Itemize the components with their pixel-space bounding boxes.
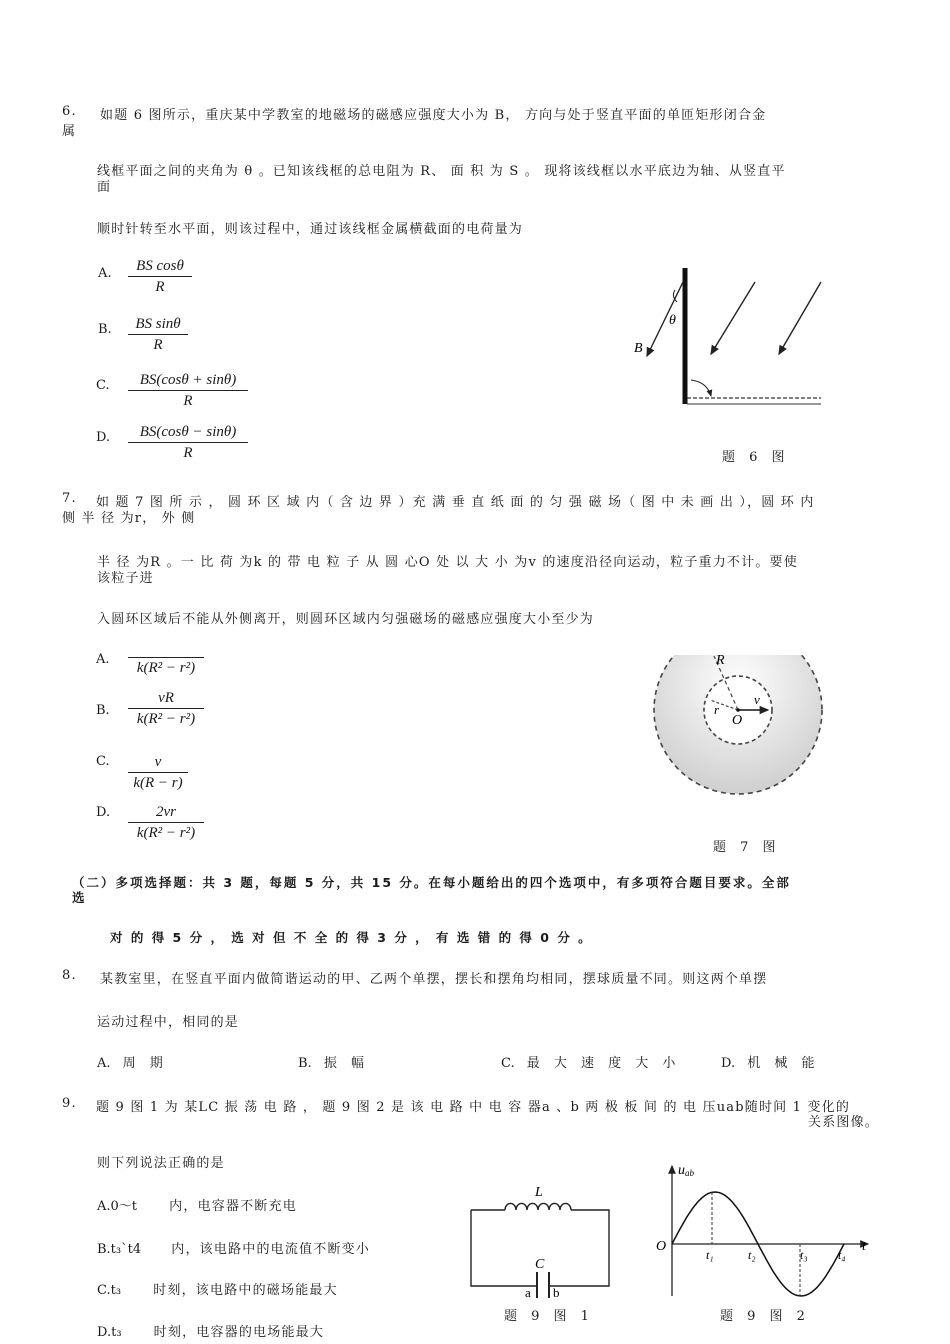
q7-option-a-den: k(R² − r²) bbox=[136, 660, 196, 676]
rotation-arrow bbox=[691, 380, 711, 396]
origin-label: O bbox=[656, 1239, 667, 1254]
q6-option-a-formula[interactable] bbox=[128, 258, 192, 296]
q9-option-d-label: D.t₃ bbox=[97, 1325, 122, 1340]
q8-option-d-label: D. bbox=[721, 1056, 736, 1071]
q7-option-d-den: k(R² − r²) bbox=[136, 825, 196, 841]
q6-option-b-label[interactable]: B. bbox=[98, 322, 112, 337]
q9-number: 9. bbox=[62, 1096, 77, 1111]
q6-option-a-label[interactable]: A. bbox=[98, 266, 112, 281]
q6-option-d-num: BS(cosθ − sinθ) bbox=[128, 424, 248, 443]
inductor-label: L bbox=[535, 1185, 543, 1200]
q7-option-c-formula[interactable] bbox=[128, 754, 188, 792]
q9-option-b[interactable] bbox=[97, 1238, 370, 1257]
center-label: O bbox=[732, 713, 743, 728]
q6-line2-wrap: 面 bbox=[97, 180, 112, 195]
q7-option-a-num bbox=[128, 642, 204, 658]
q8-option-c-label: C. bbox=[501, 1056, 515, 1071]
q7-option-c-den: k(R − r) bbox=[133, 775, 183, 791]
q8-option-b-label: B. bbox=[298, 1056, 312, 1071]
q7-line1: 如 题 7 图 所 示 ， 圆 环 区 域 内（ 含 边 界 ）充 满 垂 直 纸 面 的 匀 强 磁 场（ 图 中 未 画 出 ），圆 环 内 bbox=[96, 495, 815, 510]
q6-option-b-den: R bbox=[153, 337, 163, 353]
q8-option-c-text: 最 大 速 度 大 小 bbox=[526, 1056, 681, 1071]
q9-line1-wrap: 关系图像。 bbox=[808, 1115, 880, 1130]
plate-a-label: a bbox=[525, 1285, 531, 1298]
q6-line3: 顺时针转至水平面，则该过程中，通过该线框金属横截面的电荷量为 bbox=[97, 222, 524, 237]
q7-option-d-formula[interactable] bbox=[128, 804, 204, 842]
inductor-coil bbox=[505, 1203, 571, 1210]
t4-label: t₄ bbox=[838, 1248, 846, 1262]
q6-number: 6. bbox=[62, 104, 77, 119]
q6-line2: 线框平面之间的夹角为 θ 。已知该线框的总电阻为 R、 面 积 为 S 。 现将该线框以水平底边为轴、从竖直平 bbox=[97, 164, 786, 179]
q6-option-c-num: BS(cosθ + sinθ) bbox=[128, 372, 248, 391]
q9-option-d-text: 时刻，电容器的电场能最大 bbox=[153, 1325, 325, 1340]
q9-line1: 题 9 图 1 为 某LC 振 荡 电 路 ， 题 9 图 2 是 该 电 路 中 电 容 器a 、b 两 极 板 间 的 电 压uab随时间 1 变化的 bbox=[96, 1100, 851, 1115]
center-point bbox=[736, 708, 740, 712]
q6-line1: 如题 6 图所示，重庆某中学教室的地磁场的磁感应强度大小为 B， 方向与处于竖直平面的单匝矩形闭合金 bbox=[100, 108, 767, 123]
q8-option-b-text: 振 幅 bbox=[323, 1056, 369, 1071]
q8-option-a[interactable] bbox=[97, 1052, 168, 1071]
q7-option-b-den: k(R² − r²) bbox=[136, 711, 196, 727]
q6-option-a-num: BS cosθ bbox=[128, 258, 192, 277]
q9-option-b-label: B.t₃`t4 bbox=[97, 1242, 142, 1257]
t2-label: t₂ bbox=[748, 1248, 756, 1262]
q8-number: 8. bbox=[62, 968, 77, 983]
q6-figure bbox=[625, 262, 835, 412]
q9-figure2-caption: 题 9 图 2 bbox=[720, 1309, 810, 1324]
q8-option-c[interactable] bbox=[501, 1052, 680, 1071]
t1-label: t₁ bbox=[706, 1248, 714, 1262]
q6-option-c-formula[interactable] bbox=[128, 372, 248, 410]
q7-option-a-label[interactable]: A. bbox=[96, 652, 110, 667]
q7-line3: 入圆环区域后不能从外侧离开，则圆环区域内匀强磁场的磁感应强度大小至少为 bbox=[97, 612, 595, 627]
q6-option-c-den: R bbox=[183, 393, 193, 409]
q8-line2: 运动过程中，相同的是 bbox=[97, 1015, 240, 1030]
velocity-label: v bbox=[754, 692, 760, 707]
q7-option-d-label[interactable]: D. bbox=[96, 805, 111, 820]
q6-option-b-formula[interactable] bbox=[128, 316, 188, 354]
q7-option-c-label[interactable]: C. bbox=[96, 754, 110, 769]
q9-figure2-voltage-graph bbox=[650, 1160, 880, 1300]
q8-option-d[interactable] bbox=[721, 1052, 820, 1071]
q7-line2: 半 径 为R 。一 比 荷 为k 的 带 电 粒 子 从 圆 心O 处 以 大 小 为v 的速度沿径向运动，粒子重力不计。要使 bbox=[97, 555, 798, 570]
q7-option-d-num: 2vr bbox=[128, 804, 204, 823]
q7-figure-caption: 题 7 图 bbox=[713, 840, 781, 855]
q6-option-d-den: R bbox=[183, 445, 193, 461]
b-label: B bbox=[634, 341, 643, 356]
q6-option-c-label[interactable]: C. bbox=[96, 378, 110, 393]
q9-figure1-caption: 题 9 图 1 bbox=[504, 1309, 594, 1324]
q7-option-c-num: v bbox=[128, 754, 188, 773]
section2-line1: （二）多项选择题：共 3 题，每题 5 分，共 15 分。在每小题给出的四个选项中，有多项符合题目要求。全部 bbox=[72, 875, 791, 890]
inner-radius-label: r bbox=[714, 702, 720, 717]
q7-option-b-label[interactable]: B. bbox=[96, 703, 110, 718]
q9-figure1-lc-circuit bbox=[465, 1178, 615, 1298]
q6-option-d-label[interactable]: D. bbox=[96, 430, 111, 445]
q8-line1: 某教室里，在竖直平面内做简谐运动的甲、乙两个单摆，摆长和摆角均相同，摆球质量不同。则这两个单摆 bbox=[100, 972, 768, 987]
theta-label: θ bbox=[669, 313, 676, 328]
x-axis-label: t bbox=[862, 1239, 866, 1254]
b-field-arrow bbox=[711, 282, 755, 354]
q6-option-a-den: R bbox=[155, 279, 165, 295]
b-field-arrow bbox=[647, 282, 683, 356]
q7-option-b-num: vR bbox=[128, 690, 204, 709]
outer-radius-label: R bbox=[716, 653, 725, 668]
q9-option-c-label: C.t₃ bbox=[97, 1283, 122, 1298]
plate-b-label: b bbox=[553, 1285, 560, 1298]
q7-figure bbox=[650, 652, 830, 822]
q9-option-c[interactable] bbox=[97, 1279, 338, 1298]
q6-option-b-num: BS sinθ bbox=[128, 316, 188, 335]
q6-option-d-formula[interactable] bbox=[128, 424, 248, 462]
q9-option-c-text: 时刻，该电路中的磁场能最大 bbox=[153, 1283, 338, 1298]
circuit-wire bbox=[471, 1210, 537, 1286]
q7-option-b-formula[interactable] bbox=[128, 690, 204, 728]
q9-line2: 则下列说法正确的是 bbox=[97, 1156, 225, 1171]
q6-figure-caption: 题 6 图 bbox=[722, 450, 790, 465]
q9-option-b-text: 内，该电路中的电流值不断变小 bbox=[171, 1242, 371, 1257]
q9-option-d[interactable] bbox=[97, 1321, 324, 1340]
q8-option-a-label: A. bbox=[97, 1056, 111, 1071]
q7-option-a-formula[interactable] bbox=[128, 642, 204, 677]
q6-line1-wrap: 属 bbox=[62, 124, 77, 139]
capacitor-label: C bbox=[535, 1257, 545, 1272]
y-axis-label: uab bbox=[678, 1163, 694, 1178]
t3-label: t₃ bbox=[800, 1248, 808, 1262]
q7-line1-wrap: 侧 半 径 为r， 外 侧 bbox=[62, 511, 196, 526]
q8-option-b[interactable] bbox=[298, 1052, 369, 1071]
q9-option-a-text: 内，电容器不断充电 bbox=[169, 1199, 297, 1214]
q7-line2-wrap: 该粒子进 bbox=[97, 571, 154, 586]
b-field-arrow bbox=[779, 282, 821, 354]
section2-line2: 对 的 得 5 分 ， 选 对 但 不 全 的 得 3 分 ， 有 选 错 的 得 0 分 。 bbox=[110, 930, 593, 945]
circuit-wire bbox=[549, 1210, 609, 1286]
q8-option-a-text: 周 期 bbox=[122, 1056, 168, 1071]
q7-number: 7. bbox=[62, 491, 77, 506]
q9-option-a-label: A.0～t bbox=[97, 1199, 138, 1214]
q9-option-a[interactable] bbox=[97, 1195, 297, 1214]
section2-line1-wrap: 选 bbox=[72, 890, 87, 905]
q8-option-d-text: 机 械 能 bbox=[747, 1056, 820, 1071]
